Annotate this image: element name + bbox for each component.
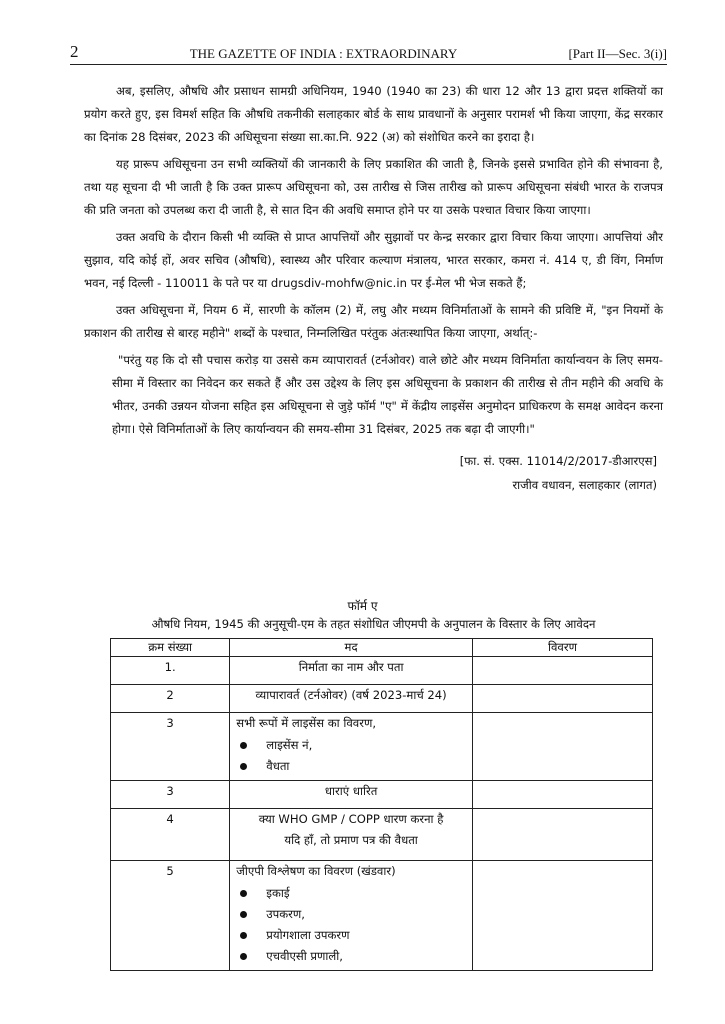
file-number: [फा. सं. एक्स. 11014/2/2017-डीआरएस]: [459, 454, 657, 468]
table-header-row: [111, 639, 653, 657]
table-row: [111, 781, 653, 809]
table-row: [111, 657, 653, 685]
row-details: [472, 713, 652, 781]
bullet-icon: [240, 763, 247, 770]
bullet-list: [236, 735, 466, 777]
gazette-title: THE GAZETTE OF INDIA : EXTRAORDINARY: [189, 46, 458, 61]
application-form-table: [110, 638, 653, 971]
bullet-icon: [240, 932, 247, 939]
header-rule: [70, 64, 667, 65]
table-row: [111, 713, 653, 781]
signature-block: [84, 449, 657, 497]
row-serial: 5: [111, 861, 230, 971]
row-serial: 1.: [111, 657, 230, 685]
signatory-name: राजीव वधावन, सलाहकार (लागत): [512, 478, 657, 492]
form-subtitle: औषधि नियम, 1945 की अनुसूची-एम के तहत संशोधित जीएमपी के अनुपालन के विस्तार के लिए आवेदन: [151, 617, 596, 631]
header-serial: क्रम संख्या: [111, 639, 230, 657]
form-title: फॉर्म ए: [347, 599, 378, 613]
row-item: निर्माता का नाम और पता: [230, 657, 473, 685]
notification-body: [84, 80, 663, 497]
page-number: 2: [70, 42, 79, 61]
row-item-label: जीएपी विश्लेषण का विवरण (खंडवार): [236, 864, 396, 878]
row-details: [472, 861, 652, 971]
bullet-list: [236, 883, 466, 967]
part-section: [Part II—Sec. 3(i)]: [568, 46, 667, 61]
row-item: [230, 809, 473, 861]
header-details: विवरण: [472, 639, 652, 657]
page-header: [70, 40, 667, 62]
list-item: उपकरण,: [236, 904, 466, 925]
bullet-icon: [240, 890, 247, 897]
list-item: प्रयोगशाला उपकरण: [236, 925, 466, 946]
table-row: [111, 809, 653, 861]
paragraph-intent: अब, इसलिए, औषधि और प्रसाधन सामग्री अधिनियम, 1940 (1940 का 23) की धारा 12 और 13 द्वारा प्रदत्त शक्तियों का प्रयोग करते हुए, इस विमर्श सहित कि औषधि तकनीकी सलाहकार बोर्ड के साथ प्रावधानों के अनुसार परामर्श भी किया जाएगा, केंद्र सरकार का दिनांक 28 दिसंबर, 2023 की अधिसूचना संख्या सा.का.नि. 922 (अ) को संशोधित करने का इरादा है।: [84, 84, 663, 144]
bullet-icon: [240, 953, 247, 960]
list-item: वैधता: [236, 756, 466, 777]
row-item: [230, 713, 473, 781]
row-details: [472, 781, 652, 809]
row-item: व्यापारावर्त (टर्नओवर) (वर्ष 2023-मार्च 24): [230, 685, 473, 713]
row-item: धाराएं धारित: [230, 781, 473, 809]
paragraph-objections: उक्त अवधि के दौरान किसी भी व्यक्ति से प्राप्त आपत्तियों और सुझावों पर केन्द्र सरकार द्वारा विचार किया जाएगा। आपत्तियां और सुझाव, यदि कोई हों, अवर सचिव (औषधि), स्वास्थ्य और परिवार कल्याण मंत्रालय, भारत सरकार, कमरा नं. 414 ए, डी विंग, निर्माण भवन, नई दिल्ली - 110011 के पते पर या drugsdiv-mohfw@nic.in पर ई-मेल भी भेज सकते हैं;: [84, 230, 663, 290]
row-details: [472, 657, 652, 685]
bullet-icon: [240, 911, 247, 918]
row-serial: 4: [111, 809, 230, 861]
header-item: मद: [230, 639, 473, 657]
row-details: [472, 809, 652, 861]
table-row: [111, 861, 653, 971]
proviso-quote: "परंतु यह कि दो सौ पचास करोड़ या उससे कम व्यापारावर्त (टर्नओवर) वाले छोटे और मध्यम विनिर्माता कार्यान्वयन के लिए समय-सीमा में विस्तार का निवेदन कर सकते हैं और उस उद्देश्य के लिए इस अधिसूचना के प्रकाशन की तारीख से तीन महीने की अवधि के भीतर, उनकी उन्नयन योजना सहित इस अधिसूचना से जुड़े फॉर्म "ए" में केंद्रीय लाइसेंस अनुमोदन प्राधिकरण के समक्ष आवेदन करना होगा। ऐसे विनिर्माताओं के लिए कार्यान्वयन की समय-सीमा 31 दिसंबर, 2025 तक बढ़ा दी जाएगी।": [112, 353, 663, 436]
row-serial: 3: [111, 713, 230, 781]
row-item-label: क्या WHO GMP / COPP धारण करना है: [258, 812, 444, 826]
list-item: एचवीएसी प्रणाली,: [236, 946, 466, 967]
paragraph-amendment: उक्त अधिसूचना में, नियम 6 में, सारणी के कॉलम (2) में, लघु और मध्यम विनिर्माताओं के सामने की प्रविष्टि में, "इन नियमों के प्रकाशन की तारीख से बारह महीने" शब्दों के पश्चात, निम्नलिखित परंतुक अंतःस्थापित किया जाएगा, अर्थात्:-: [84, 303, 663, 340]
row-details: [472, 685, 652, 713]
table-row: [111, 685, 653, 713]
list-item: लाइसेंस नं,: [236, 735, 466, 756]
row-item-sublabel: यदि हाँ, तो प्रमाण पत्र की वैधता: [284, 833, 418, 847]
row-serial: 2: [111, 685, 230, 713]
paragraph-publication: यह प्रारूप अधिसूचना उन सभी व्यक्तियों की जानकारी के लिए प्रकाशित की जाती है, जिनके इससे प्रभावित होने की संभावना है, तथा यह सूचना दी भी जाती है कि उक्त प्रारूप अधिसूचना को, उस तारीख से जिस तारीख को प्रारूप अधिसूचना संबंधी भारत के राजपत्र की प्रति जनता को उपलब्ध करा दी जाती है, से सात दिन की अवधि समाप्त होने पर या उसके पश्चात विचार किया जाएगा।: [84, 157, 663, 217]
row-item: [230, 861, 473, 971]
bullet-icon: [240, 742, 247, 749]
list-item: इकाई: [236, 883, 466, 904]
row-item-label: सभी रूपों में लाइसेंस का विवरण,: [236, 716, 377, 730]
row-serial: 3: [111, 781, 230, 809]
